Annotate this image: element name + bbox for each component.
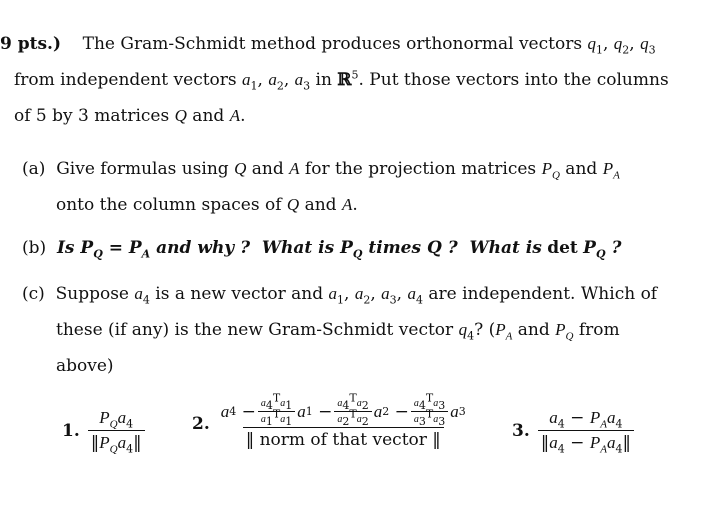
- choice-2-fraction: a 4 − $\frac{a_4^Ta_1}{a_1^Ta_1}$ a 1 − $\frac{a_4^Ta_2}{a_2^Ta_2}$ a 2 − $\frac{a_4^Ta_3}{a_3^Ta_3}$ a 3 ‖ norm of that vector ‖: [220, 391, 466, 450]
- choice-3: [512, 408, 636, 456]
- choice-3-fraction: $\frac{a_4 - P_Aa_4}{‖a_4 - P_Aa_4‖}$: [538, 408, 634, 453]
- part-a-line-1: (a) Give formulas using Q and A for the projection matrices $P_Q$ and $P_A$: [22, 159, 620, 182]
- choice-1-fraction: $\frac{P_Qa_4}{‖P_Qa_4‖}$: [88, 408, 145, 453]
- part-c-line-2: these (if any) is the new Gram-Schmidt vector $q_4$? ($P_A$ and $P_Q$ from: [56, 320, 620, 343]
- part-c-line-1: (c) Suppose $a_4$ is a new vector and $a_1$, $a_2$, $a_3$, $a_4$ are independent. Which of: [22, 284, 658, 307]
- part-c-marker: (c): [22, 284, 45, 304]
- part-a-line-2: onto the column spaces of Q and A.: [56, 195, 358, 215]
- part-c-line-3: above): [56, 356, 114, 376]
- choice-3-label: 3.: [512, 420, 530, 441]
- part-a-marker: (a): [22, 159, 46, 179]
- choice-1-label: 1.: [62, 420, 80, 441]
- choice-2-label: 2.: [192, 414, 210, 434]
- problem-intro-line-3: of 5 by 3 matrices Q and A.: [14, 106, 246, 126]
- problem-intro-line-2: from independent vectors $a_1$, $a_2$, $a_3$ in ℝ$^5$. Put those vectors into the columns: [14, 68, 669, 93]
- part-b-marker: (b): [22, 238, 47, 258]
- choice-1: [62, 408, 147, 456]
- points-label: 9 pts.): [0, 34, 62, 54]
- choice-2: [192, 391, 471, 450]
- problem-intro-line-1: 9 pts.) The Gram-Schmidt method produces orthonormal vectors $q_1$, $q_2$, $q_3$: [0, 34, 656, 57]
- part-b-line: (b) Is $P_Q = P_A$ and why ? What is $P_Q$ times Q ? What is $\det P_Q$ ?: [22, 238, 622, 261]
